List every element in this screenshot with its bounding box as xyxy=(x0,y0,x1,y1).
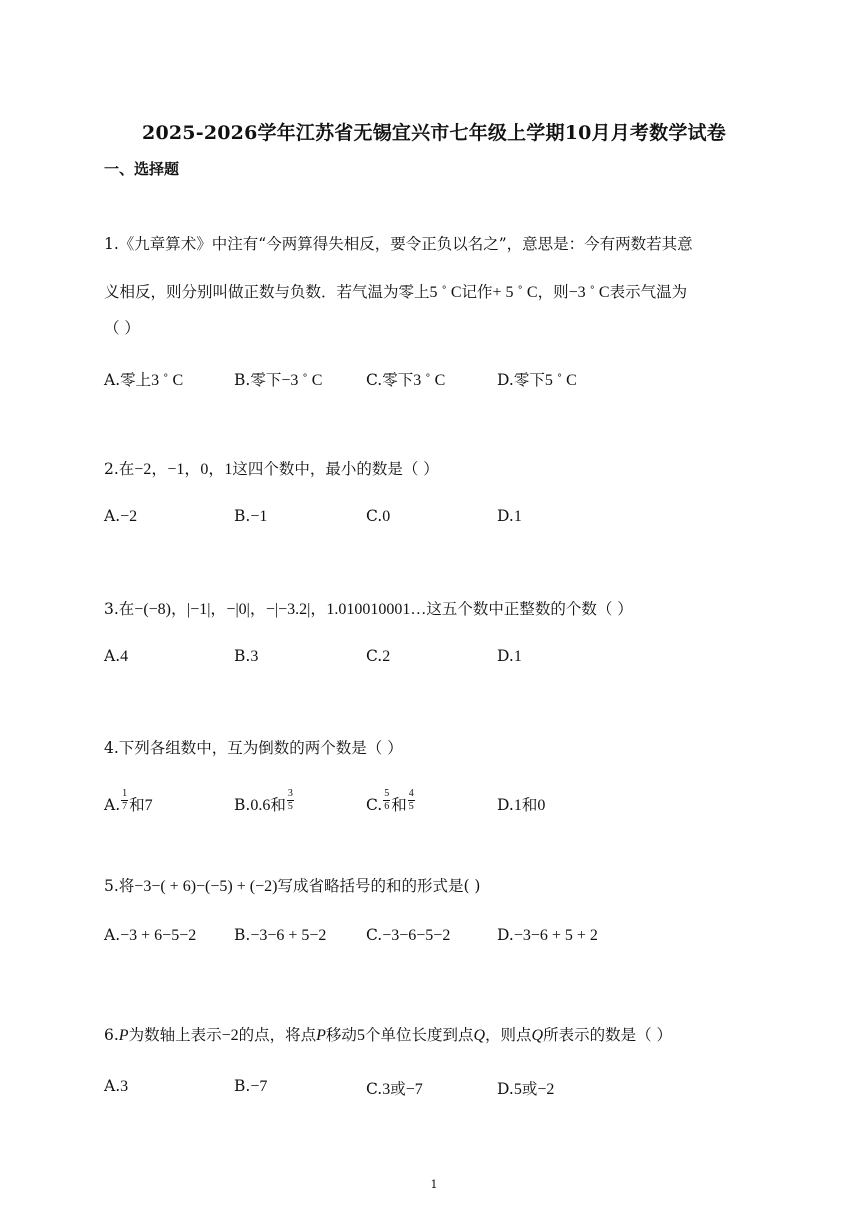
q1-text-b: 记作 xyxy=(461,283,493,301)
question-2: 2.在−2，−1，0，1这四个数中，最小的数是（ ） xyxy=(104,460,439,478)
q4-option-d[interactable]: D.1和0 xyxy=(497,796,546,814)
section-heading: 一、选择题 xyxy=(104,160,180,178)
q1-text-d: 表示气温为 xyxy=(609,283,688,301)
q1-option-b[interactable]: B.零下−3 ˚ C xyxy=(234,371,323,389)
q1-math-2: + 5 ˚ C xyxy=(492,284,538,301)
page-number: 1 xyxy=(430,1178,438,1191)
q5-option-d[interactable]: D.−3−6 + 5 + 2 xyxy=(497,926,598,944)
q3-option-d[interactable]: D.1 xyxy=(497,647,522,665)
fraction-3-5: $\frac{3}{5}$ xyxy=(287,787,293,812)
q1-math-3: −3 ˚ C xyxy=(568,284,610,301)
q3-option-c[interactable]: C.2 xyxy=(366,647,391,665)
q1-option-d[interactable]: D.零下5 ˚ C xyxy=(497,371,577,389)
q2-option-b[interactable]: B.−1 xyxy=(234,507,268,525)
question-3: 3.在−(−8)，|−1|，−|0|，−|−3.2|，1.010010001…这五个数中正整数的个数（ ） xyxy=(104,600,633,618)
fraction-4-5: $\frac{4}{5}$ xyxy=(408,787,414,812)
fraction-1-7: $\frac{1}{7}$ xyxy=(122,787,128,812)
question-1-line-2 xyxy=(104,280,687,302)
q3-math: −(−8)，|−1|，−|0|，−|−3.2|，1.010010001… xyxy=(134,601,427,618)
q5-math: −3−( + 6)−(−5) + (−2) xyxy=(134,878,278,895)
q5-option-b[interactable]: B.−3−6 + 5−2 xyxy=(234,926,327,944)
q2-option-a[interactable]: A.−2 xyxy=(104,507,138,525)
q6-option-c[interactable]: C.3或−7 xyxy=(366,1080,423,1098)
q5-option-a[interactable]: A.−3 + 6−5−2 xyxy=(104,926,197,944)
question-1-line-1: 1.《九章算术》中注有“今两算得失相反，要令正负以名之”，意思是：今有两数若其意 xyxy=(104,235,693,253)
q1-option-a[interactable]: A.零上3 ˚ C xyxy=(104,371,184,389)
question-4: 4.下列各组数中，互为倒数的两个数是（ ） xyxy=(104,739,403,757)
q3-option-a[interactable]: A.4 xyxy=(104,647,129,665)
q5-option-c[interactable]: C.−3−6−5−2 xyxy=(366,926,451,944)
question-1-line-3: （ ） xyxy=(104,319,140,337)
q2-option-c[interactable]: C.0 xyxy=(366,507,391,525)
q4-option-a[interactable]: A. $\frac{1}{7}$ 和7 xyxy=(104,787,153,814)
q2-option-d[interactable]: D.1 xyxy=(497,507,522,525)
q1-math-1: 5 ˚ C xyxy=(429,284,462,301)
question-5: 5.将−3−( + 6)−(−5) + (−2)写成省略括号的和的形式是( ) xyxy=(104,877,481,895)
q6-option-b[interactable]: B.−7 xyxy=(234,1077,268,1095)
q3-option-b[interactable]: B.3 xyxy=(234,647,259,665)
q1-text-c: ，则 xyxy=(537,283,569,301)
q6-option-d[interactable]: D.5或−2 xyxy=(497,1080,555,1098)
question-6: 6.P为数轴上表示−2的点，将点P移动5个单位长度到点Q，则点Q所表示的数是（ ） xyxy=(104,1026,673,1044)
q2-math: −2，−1，0，1 xyxy=(134,461,233,478)
q1-text-a: 义相反，则分别叫做正数与负数．若气温为零上 xyxy=(104,283,430,301)
q4-option-c[interactable]: C. $\frac{5}{6}$ 和 $\frac{4}{5}$ xyxy=(366,787,414,814)
q6-option-a[interactable]: A.3 xyxy=(104,1077,129,1095)
q1-option-c[interactable]: C.零下3 ˚ C xyxy=(366,371,446,389)
fraction-5-6: $\frac{5}{6}$ xyxy=(384,787,390,812)
q4-option-b[interactable]: B.0.6和 $\frac{3}{5}$ xyxy=(234,787,293,814)
page-title: 2025-2026学年江苏省无锡宜兴市七年级上学期10月月考数学试卷 xyxy=(142,122,726,144)
